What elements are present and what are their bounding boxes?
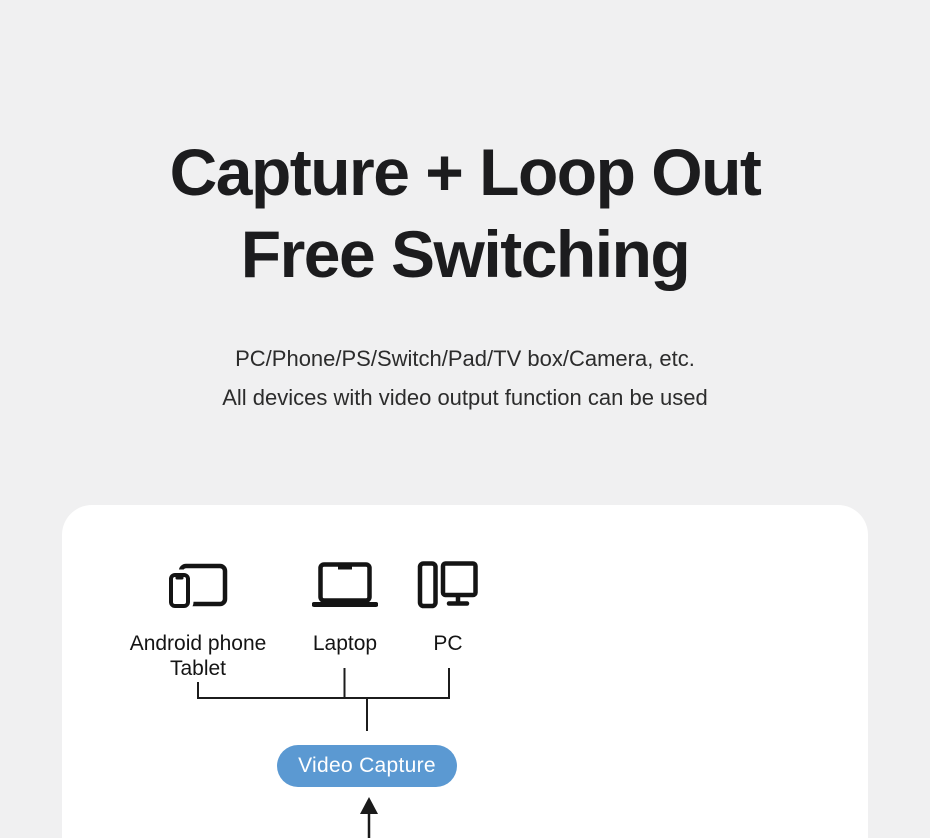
device-label-line1: Laptop xyxy=(312,632,378,655)
device-label-line1: PC xyxy=(433,632,463,655)
up-arrow-icon xyxy=(358,795,380,838)
page-title-line1: Capture + Loop Out xyxy=(169,135,761,209)
device-label-pc xyxy=(398,632,498,657)
page-subtitle xyxy=(0,339,930,417)
subtitle-line1: PC/Phone/PS/Switch/Pad/TV box/Camera, etc. xyxy=(235,346,695,371)
laptop-icon xyxy=(312,562,378,614)
video-capture-badge xyxy=(277,745,457,787)
page-title xyxy=(0,131,930,295)
page-title-line2: Free Switching xyxy=(240,217,690,291)
connector-lines xyxy=(190,660,460,740)
diagram-card xyxy=(62,505,868,838)
desktop-pc-icon xyxy=(417,561,479,614)
device-label-line2: Tablet xyxy=(169,656,227,680)
device-label-laptop xyxy=(295,632,395,657)
device-label-line1: Android phone xyxy=(129,632,267,655)
subtitle-line2: All devices with video output function can be used xyxy=(222,385,708,410)
phone-tablet-icon xyxy=(168,560,228,618)
video-capture-label: Video Capture xyxy=(298,754,436,777)
